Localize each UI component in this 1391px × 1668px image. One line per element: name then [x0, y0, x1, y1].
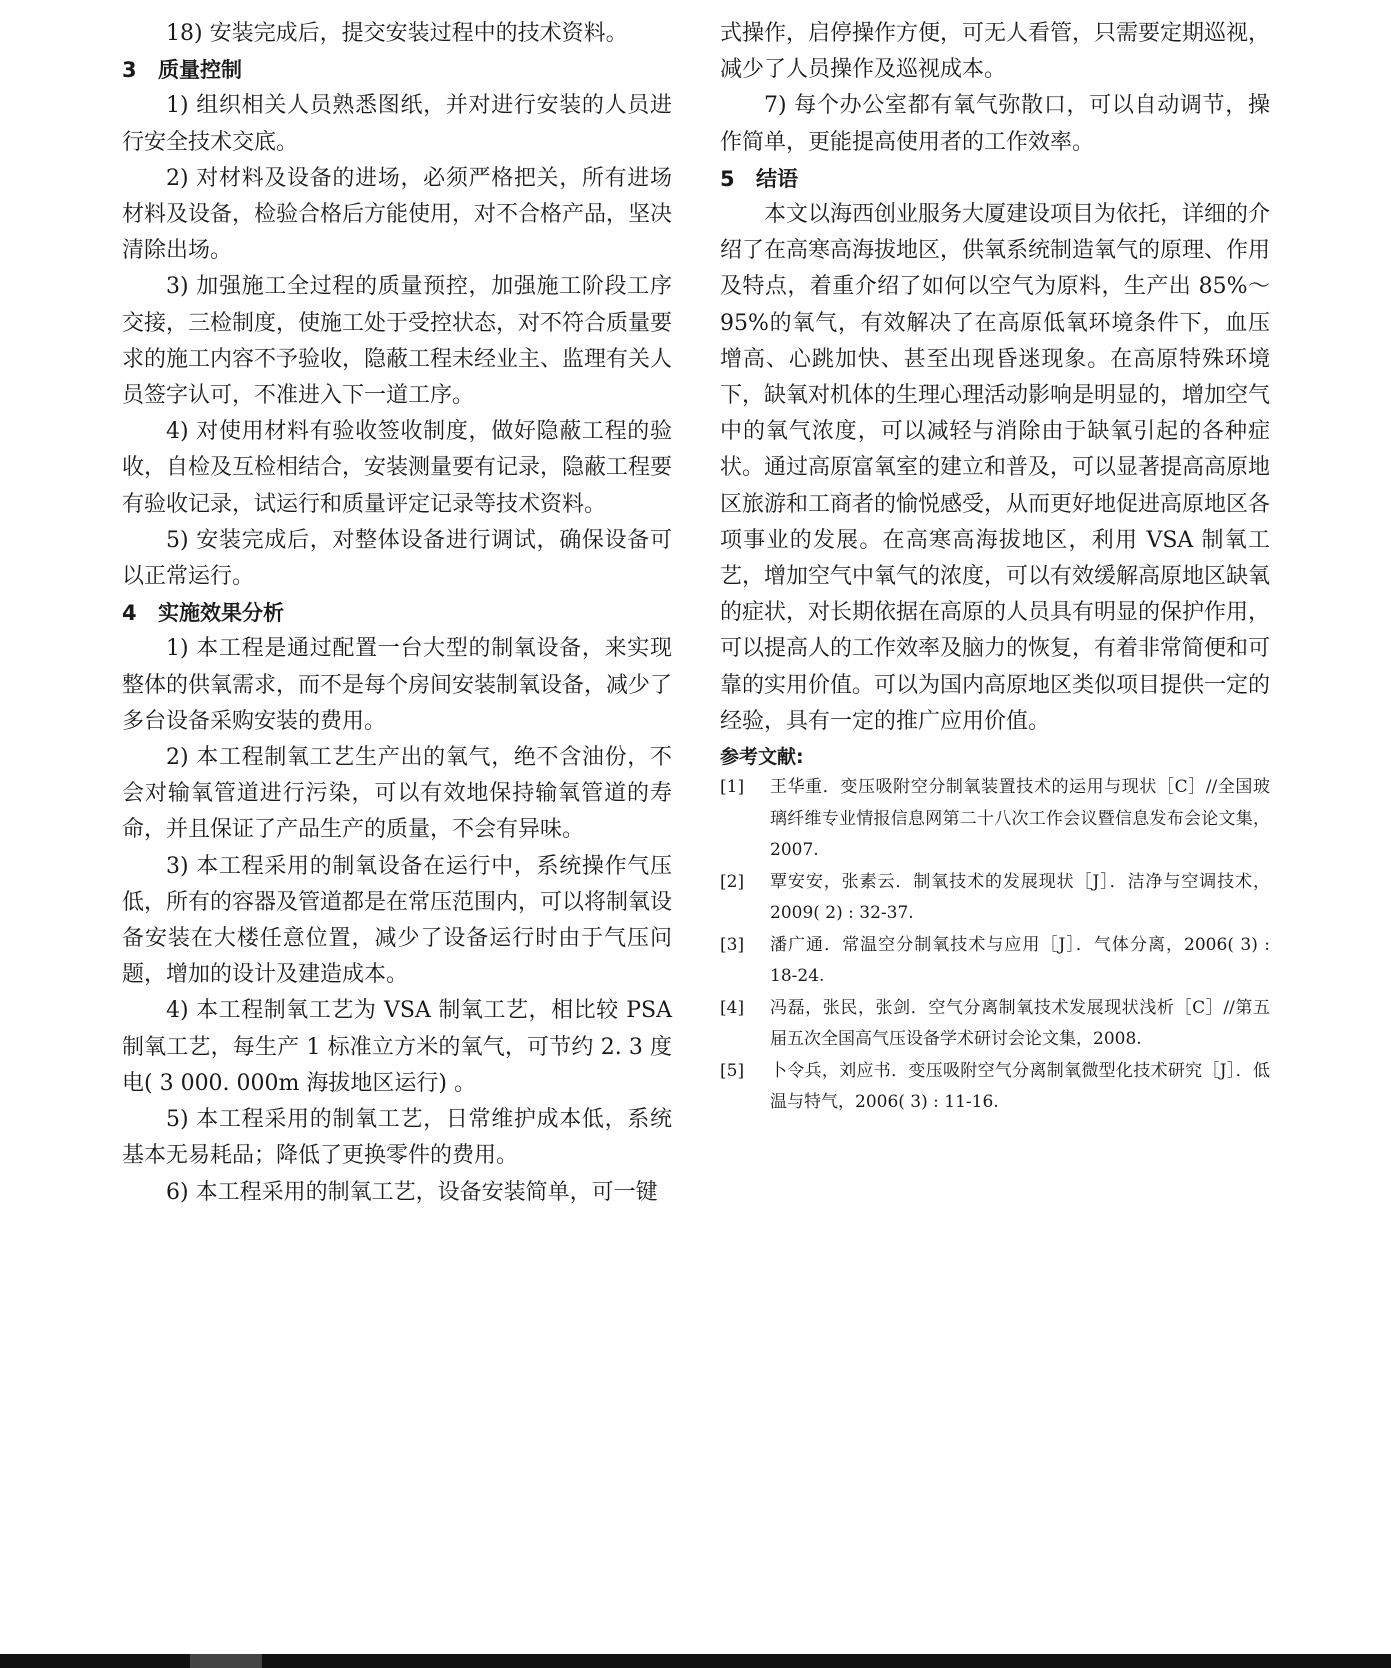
- quality-item-2: 2) 对材料及设备的进场，必须严格把关，所有进场材料及设备，检验合格后方能使用，对不合格产品，坚决清除出场。: [122, 165, 673, 264]
- left-column: [122, 16, 672, 1211]
- reference-item: [720, 867, 1270, 930]
- effect-item-7: 7) 每个办公室都有氧气弥散口，可以自动调节，操作简单，更能提高使用者的工作效率。: [720, 93, 1270, 155]
- section-3-number: 3: [122, 58, 137, 83]
- reference-text: 覃安安，张素云．制氧技术的发展现状［J］．洁净与空调技术，2009( 2) : 32-37.: [770, 871, 1270, 924]
- effect-item-5: 5) 本工程采用的制氧工艺，日常维护成本低，系统基本无易耗品；降低了更换零件的费用。: [122, 1107, 672, 1169]
- quality-item-5: 5) 安装完成后，对整体设备进行调试，确保设备可以正常运行。: [122, 527, 672, 590]
- effect-item-6: 6) 本工程采用的制氧工艺，设备安装简单，可一键: [166, 1179, 658, 1205]
- quality-item-3: 3) 加强施工全过程的质量预控，加强施工阶段工序交接，三检制度，使施工处于受控状态，对不符合质量要求的施工内容不予验收，隐蔽工程未经业主、监理有关人员签字认可，不准进入下一道工序。: [122, 274, 673, 409]
- section-5-title: 结语: [756, 166, 798, 191]
- reference-number: [4]: [720, 997, 745, 1018]
- section-5-heading: [720, 161, 1270, 197]
- reference-text: 卜令兵，刘应书．变压吸附空气分离制氧微型化技术研究［J］．低温与特气，2006( 3) : 11-16.: [770, 1060, 1270, 1113]
- install-item-18: 18) 安装完成后，提交安装过程中的技术资料。: [166, 21, 628, 46]
- effect-item-6-continued: 式操作，启停操作方便，可无人看管，只需要定期巡视，减少了人员操作及巡视成本。: [720, 21, 1271, 83]
- reference-number: [5]: [720, 1060, 745, 1081]
- quality-item-1: 1) 组织相关人员熟悉图纸，并对进行安装的人员进行安全技术交底。: [122, 93, 672, 155]
- section-4-heading: [122, 595, 672, 631]
- effect-item-3: 3) 本工程采用的制氧设备在运行中，系统操作气压低，所有的容器及管道都是在常压范围内，可以将制氧设备安装在大楼任意位置，减少了设备运行时由于气压问题，增加的设计及建造成本。: [122, 853, 673, 988]
- reference-item: [720, 993, 1270, 1056]
- quality-item-4: 4) 对使用材料有验收签收制度，做好隐蔽工程的验收，自检及互检相结合，安装测量要有记录，隐蔽工程要有验收记录，试运行和质量评定记录等技术资料。: [122, 419, 673, 517]
- reference-item: [720, 1056, 1270, 1119]
- reference-item: [720, 930, 1270, 993]
- section-3-heading: [122, 52, 672, 88]
- reference-number: [1]: [720, 777, 745, 798]
- section-4-title: 实施效果分析: [158, 601, 284, 626]
- section-4-number: 4: [122, 601, 137, 626]
- effect-item-4: 4) 本工程制氧工艺为 VSA 制氧工艺，相比较 PSA 制氧工艺，每生产 1 标准立方米的氧气，可节约 2. 3 度电( 3 000. 000m 海拔地区运行) 。: [122, 998, 672, 1096]
- bottom-edge-segment: [190, 1654, 262, 1668]
- right-column: [720, 16, 1270, 1119]
- reference-number: [3]: [720, 934, 745, 955]
- conclusion-paragraph: 本文以海西创业服务大厦建设项目为依托，详细的介绍了在高寒高海拔地区，供氧系统制造氧气的原理、作用及特点，着重介绍了如何以空气为原料，生产出 85%～95%的氧气，有效解决了在高原低氧环境条件下，血压增高、心跳加快、甚至出现昏迷现象。在高原特殊环境下，缺氧对机体的生理心理活动影响是明显的，增加空气中的氧气浓度，可以减轻与消除由于缺氧引起的各种症状。通过高原富氧室的建立和普及，可以显著提高高原地区旅游和工商者的愉悦感受，从而更好地促进高原地区各项事业的发展。在高寒高海拔地区，利用 VSA 制氧工艺，增加空气中氧气的浓度，可以有效缓解高原地区缺氧的症状，对长期依据在高原的人员具有明显的保护作用，可以提高人的工作效率及脑力的恢复，有着非常简便和可靠的实用价值。可以为国内高原地区类似项目提供一定的经验，具有一定的推广应用价值。: [720, 202, 1271, 734]
- reference-text: 冯磊，张民，张剑．空气分离制氧技术发展现状浅析［C］//第五届五次全国高气压设备学术研讨会论文集，2008.: [770, 997, 1270, 1050]
- reference-list: [720, 772, 1270, 1119]
- bottom-edge-bar: [0, 1654, 1391, 1668]
- section-3-title: 质量控制: [158, 58, 242, 83]
- references-heading: 参考文献:: [720, 746, 804, 769]
- section-5-number: 5: [720, 166, 735, 191]
- effect-item-1: 1) 本工程是通过配置一台大型的制氧设备，来实现整体的供氧需求，而不是每个房间安装制氧设备，减少了多台设备采购安装的费用。: [122, 636, 673, 734]
- effect-item-2: 2) 本工程制氧工艺生产出的氧气，绝不含油份，不会对输氧管道进行污染，可以有效地保持输氧管道的寿命，并且保证了产品生产的质量，不会有异味。: [122, 745, 672, 843]
- reference-text: 潘广通．常温空分制氧技术与应用［J］．气体分离，2006( 3) : 18-24.: [770, 934, 1270, 987]
- reference-text: 王华重．变压吸附空分制氧装置技术的运用与现状［C］//全国玻璃纤维专业情报信息网第二十八次工作会议暨信息发布会论文集，2007.: [770, 777, 1270, 861]
- reference-item: [720, 772, 1270, 867]
- reference-number: [2]: [720, 871, 745, 892]
